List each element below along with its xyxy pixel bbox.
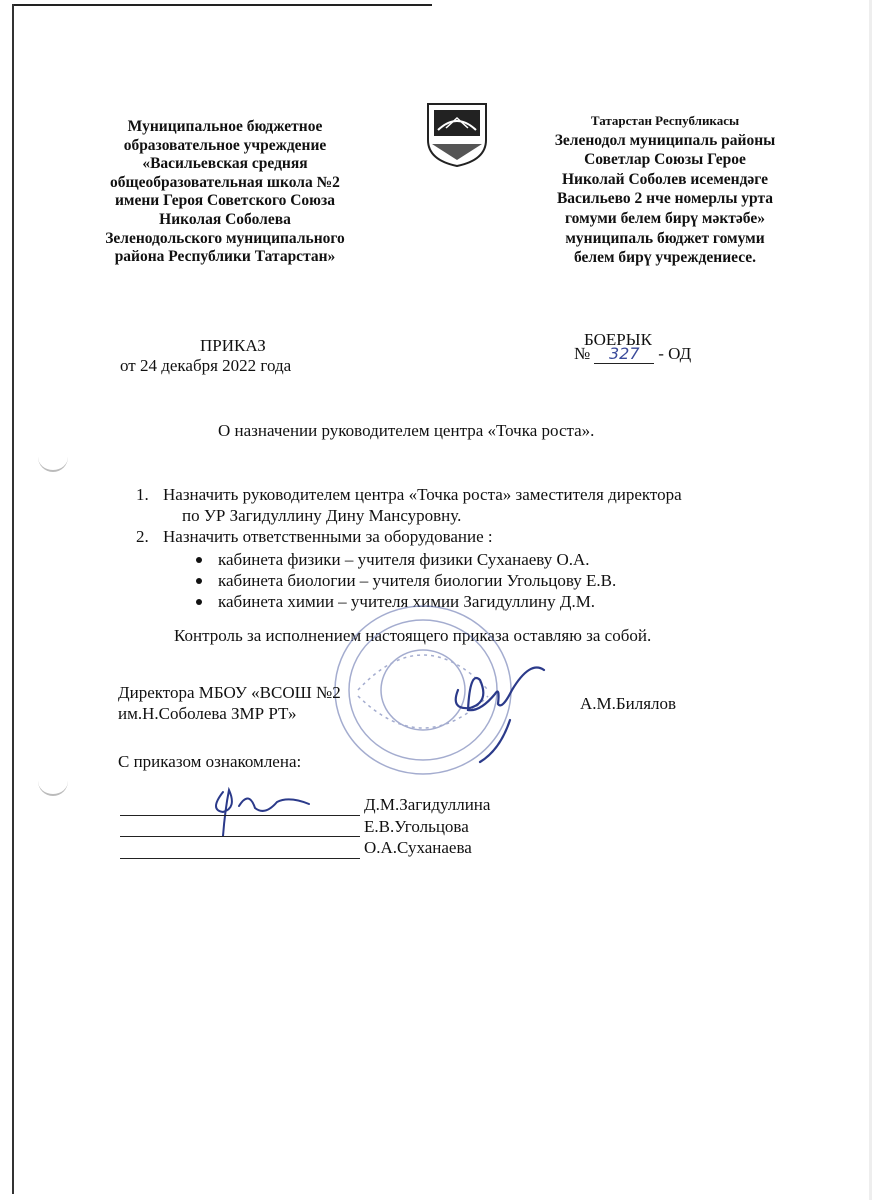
bullet-dot-icon [196, 599, 202, 605]
header-left-line: образовательное учреждение [123, 136, 327, 154]
header-left-line: имени Героя Советского Союза [114, 192, 335, 210]
ack-name: Е.В.Угольцова [364, 816, 469, 836]
order-list [136, 484, 682, 612]
scan-edge-top [12, 4, 432, 6]
ack-name: Д.М.Загидуллина [364, 795, 491, 814]
header-right-line: Зеленодол муниципаль районы [554, 131, 776, 149]
ack-row [120, 816, 490, 838]
punch-hole-mark [38, 456, 68, 472]
bullet-item [136, 549, 682, 570]
doc-type-tt: БОЕРЫК [584, 330, 652, 349]
item-text-cont: по УР Загидуллину Дину Мансуровну. [182, 506, 462, 525]
director-org: им.Н.Соболева ЗМР РТ» [118, 704, 297, 723]
bullet-item [136, 570, 682, 591]
bullet-text: кабинета биологии – учителя биологии Угольцову Е.В. [218, 571, 617, 590]
header-left-institution [60, 118, 390, 267]
scan-edge-left [12, 4, 14, 1194]
punch-hole-mark [38, 780, 68, 796]
ack-row [120, 837, 490, 859]
header-left-line: общеобразовательная школа №2 [110, 173, 340, 191]
bullet-dot-icon [196, 578, 202, 584]
control-statement: Контроль за исполнением настоящего приказа оставляю за собой. [174, 626, 652, 645]
header-left-line: района Республики Татарстан» [114, 248, 336, 266]
bullet-text: кабинета физики – учителя физики Суханаеву О.А. [218, 550, 590, 569]
signature-line [120, 799, 360, 816]
signature-line [120, 820, 360, 837]
ack-list [120, 794, 490, 859]
header-left-line: Зеленодольского муниципального [105, 229, 345, 247]
list-item [136, 484, 682, 526]
doc-date: от 24 декабря 2022 года [120, 356, 292, 375]
bullet-dot-icon [196, 557, 202, 563]
item-number: 2. [136, 527, 149, 546]
list-item [136, 526, 682, 547]
number-suffix: - ОД [658, 344, 692, 363]
item-text: Назначить ответственными за оборудование : [163, 527, 493, 546]
ack-title: С приказом ознакомлена: [118, 752, 302, 771]
item-text: Назначить руководителем центра «Точка роста» заместителя директора [163, 485, 682, 504]
doc-subject: О назначении руководителем центра «Точка роста». [218, 421, 595, 440]
doc-number [574, 344, 691, 364]
header-left-line: «Васильевская средняя [142, 155, 308, 173]
director-title: Директора МБОУ «ВСОШ №2 [118, 683, 341, 702]
ack-row [120, 794, 490, 816]
item-number: 1. [136, 485, 149, 504]
header-right-institution [510, 111, 820, 268]
ack-name: О.А.Суханаева [364, 838, 472, 857]
header-left-line: Николая Соболева [159, 210, 291, 228]
director-name: А.М.Билялов [580, 694, 677, 713]
header-right-line: Николай Соболев исемендәге [561, 170, 769, 188]
header-right-line: белем бирү учреждениесе. [573, 249, 757, 267]
header-right-line: Татарстан Республикасы [590, 113, 740, 128]
header-left-line: Муниципальное бюджетное [127, 118, 323, 135]
doc-type-ru: ПРИКАЗ [200, 336, 266, 355]
number-prefix: № [574, 344, 591, 363]
bullet-text: кабинета химии – учителя химии Загидуллину Д.М. [218, 592, 596, 611]
coat-of-arms-icon [424, 100, 490, 168]
header-right-line: Васильево 2 нче номерлы урта [556, 190, 774, 208]
signature-line [120, 842, 360, 859]
number-value: 327 [594, 344, 654, 364]
header-right-line: Советлар Союзы Герое [584, 151, 746, 169]
header-right-line: муниципаль бюджет гомуми [565, 229, 765, 247]
header-right-line: гомуми белем бирү мәктәбе» [565, 209, 765, 227]
director-signature-icon [440, 650, 560, 770]
